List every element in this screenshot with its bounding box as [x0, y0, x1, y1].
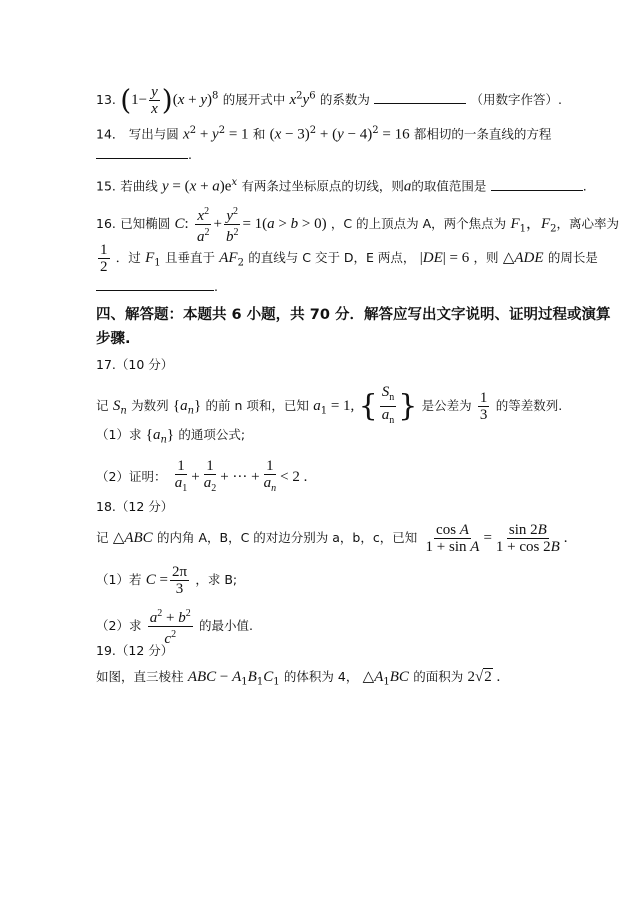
q14-answer-blank[interactable] — [96, 146, 188, 159]
question-14-answer: . — [96, 144, 580, 166]
question-18-part-1: （1）若 C = $\frac{2\pi}{3}$ ，求 B; — [96, 564, 238, 597]
question-16: 16. 已知椭圆 C: $\frac{x^2}{a^2}$ + $\frac{y^2}{b^2}$ = 1(a > b > 0) ，C 的上顶点为 A，两个焦点为 $F_1$，$F_2$，离心率为 — [96, 206, 620, 245]
question-14: 14． 写出与圆 $x^2 + y^2 = 1$ 和 $(x - 3)^2 + (y - 4)^2 = 16$ 都相切的一条直线的方程 — [96, 125, 552, 143]
q16-answer-blank[interactable] — [96, 278, 214, 291]
question-13: 13. (1− $\frac{y}{x}$ )$(x + y)^8$ 的展开式中 $x^2y^6$ 的系数为 （用数字作答）. — [96, 83, 562, 117]
section-4-heading: 四、解答题：本题共 6 小题，共 70 分．解答应写出文字说明、证明过程或演算 — [96, 307, 611, 323]
question-17-part-2: （2）证明： $\frac{1}{a_1}$ + $\frac{1}{a_2}$ + ··· + $\frac{1}{a_n}$ < 2 . — [96, 458, 308, 494]
q13-fraction: $\frac{y}{x}$ — [151, 84, 158, 117]
question-18-header: 18.（12 分） — [96, 499, 174, 514]
question-15: 15. 若曲线 $y = (x + a)e^x$ 有两条过坐标原点的切线，则a的取值范围是 . — [96, 177, 587, 195]
question-18-part-2: （2）求 $\frac{a^2 + b^2}{c^2}$ 的最小值. — [96, 608, 253, 647]
q15-answer-blank[interactable] — [491, 178, 583, 191]
question-19: 如图，直三棱柱 ABC − $A_1B_1C_1$ 的体积为 4， $\triangle A_1BC$ 的面积为 2√2 . — [96, 669, 501, 688]
q13-answer-blank[interactable] — [374, 91, 466, 104]
question-16-line2: $\frac{1}{2}$ ．过 $F_1$ 且垂直于 $AF_2$ 的直线与 C 交于 D，E 两点， |DE| = 6 ，则 △ADE 的周长是 — [100, 242, 598, 275]
question-16-answer: . — [96, 276, 580, 298]
q13-number: 13. — [96, 92, 116, 107]
question-17-part-1: （1）求 $\{a_n\}$ 的通项公式; — [96, 427, 246, 446]
question-19-header: 19.（12 分） — [96, 643, 174, 658]
question-17-header: 17.（10 分） — [96, 357, 174, 372]
question-17: 记 $S_n$ 为数列 $\{a_n\}$ 的前 n 项和，已知 $a_1 = 1$, { $\frac{S_n}{a_n}$ } 是公差为 $\frac{1}{3}$ 的等差数列. — [96, 384, 563, 426]
section-4-heading-line2: 步骤. — [96, 331, 131, 347]
question-18: 记 △ABC 的内角 A，B，C 的对边分别为 a，b，c，已知 $\frac{\text{cos A}}{\text{1 + sin A}}$ = $\frac{\sin 2B}{1 + \cos 2B}$ . — [96, 522, 568, 555]
